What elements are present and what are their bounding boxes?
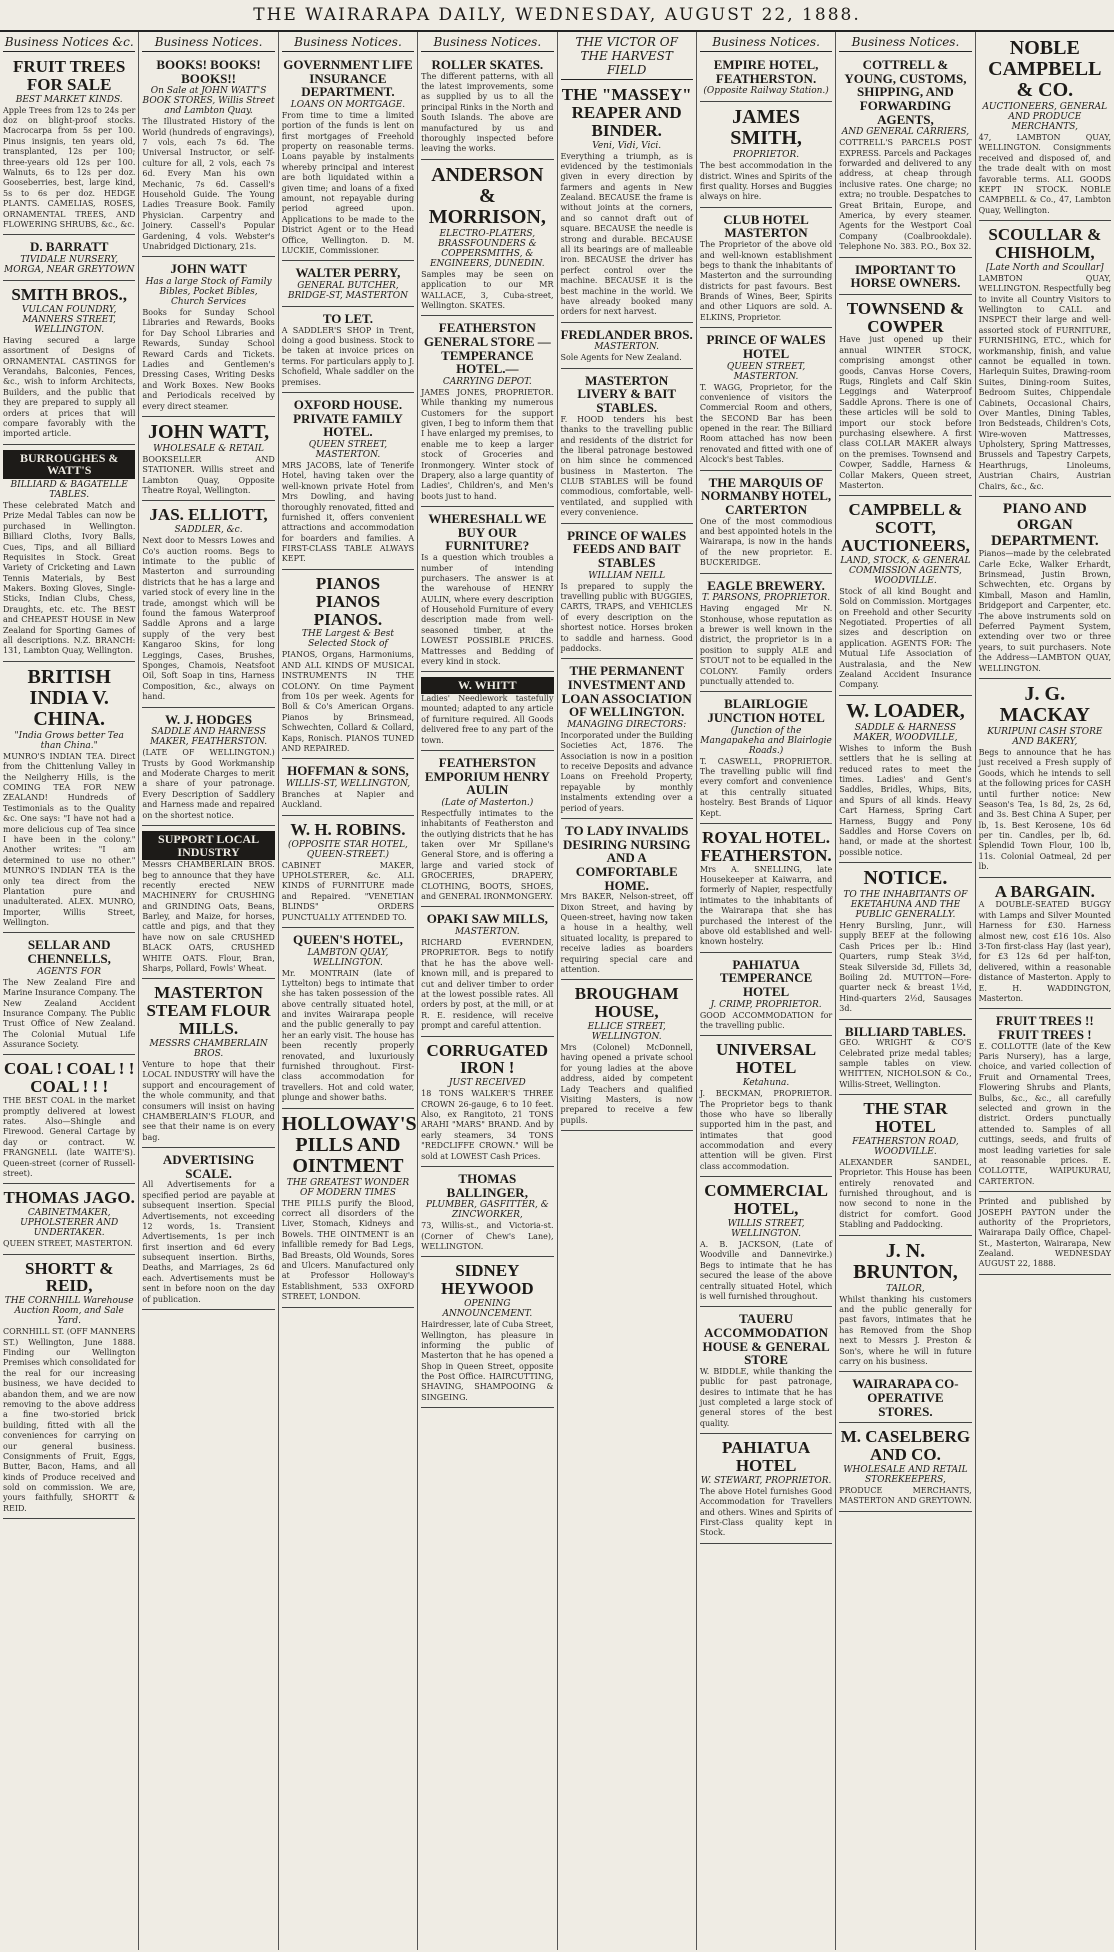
advertisement: [979, 35, 1111, 221]
ad-headline: FEATHERSTON GENERAL STORE —TEMPERANCE HOTEL.—: [423, 320, 551, 377]
ad-body: All Advertisements for a specified period are payable at subsequent insertion. Special Advertisements, not exceeding 12 words, 1s. Transient Advertisements, 1s per inch first insertion and 6d every subsequent insertion. Births, Deaths, and Marriages, 2s 6d each. Advertisements must be sent in before noon on the day of publication.: [142, 1180, 275, 1304]
ad-headline: PIANO AND ORGAN DEPARTMENT.: [990, 501, 1099, 549]
section-heading: Business Notices.: [700, 35, 832, 52]
ad-headline: JAMES SMITH,: [730, 106, 802, 150]
columns-container: [0, 32, 1114, 1950]
advertisement: [421, 1039, 553, 1167]
ad-headline: W. WHITT: [421, 677, 553, 694]
ad-subheading: AGENTS FOR: [37, 966, 101, 977]
ad-headline: W. H. ROBINS.: [290, 819, 406, 839]
advertisement: [3, 237, 135, 281]
ad-body: 73, Willis-st., and Victoria-st. (Corner of Chew's Lane), WELLINGTON.: [421, 1221, 554, 1252]
ad-subheading: SADDLE AND HARNESS MAKER, FEATHERSTON.: [149, 727, 268, 748]
ad-body: Everything a triumph, as is evidenced by the testimonials given in every direction by farmers and agents in New Zealand. BECAUSE the frame is without joints at the corners, and so cannot draft out of square. BECAUSE the needle is strong and durable. BECAUSE all its bearings are of malleable iron. BECAUSE the driver has perfect control over the machine. BECAUSE it is the best machine in the world. We have already booked many orders for next harvest.: [560, 151, 693, 317]
ad-headline: COTTRELL & YOUNG, CUSTOMS, SHIPPING, AND FORWARDING AGENTS,: [844, 57, 967, 127]
advertisement: [561, 83, 693, 323]
ad-body: JAMES JONES, PROPRIETOR. While thanking my numerous Customers for the support given, I beg to inform them that I have enlarged my premises, to enable me to keep a larger stock of Groceries and Ironmongery. Winter stock of Drapery, also a large quantity of Ladies', Children's, and Men's boots just to hand.: [421, 387, 554, 501]
ad-body: J. BECKMAN, PROPRIETOR. The Proprietor begs to thank those who have so liberally supported him in the past, and intimates that good accommodation and every attention will be given. First class accommodation.: [699, 1089, 833, 1171]
ad-body: Respectfully intimates to the inhabitants of Featherston and the outlying districts that he has taken over Mr Spillane's General Store, and is offering a large and varied stock of GROCERIES, DRAPERY, CLOTHING, BOOTS, SHOES, and GENERAL IRONMONGERY.: [421, 808, 554, 901]
ad-body: Incorporated under the Building Societies Act, 1876. The Association is now in a position to receive Deposits and advance Loans on Freehold Property, repayable by monthly instalments extending over a period of years.: [560, 730, 693, 813]
ad-headline: ANDERSON & MORRISON,: [428, 163, 546, 228]
ad-headline: FRUIT TREES FOR SALE: [13, 57, 126, 94]
advertisement: [3, 55, 135, 235]
ad-body: Mrs A. SNELLING, late Housekeeper at Kaiwarra, and formerly of Napier, respectfully intimates to the inhabitants of the Wairarapa that she has purchased the interest of the above old established and well-known hostelry.: [699, 864, 833, 947]
ad-headline: TAUERU ACCOMMODATION HOUSE & GENERAL STORE: [702, 1311, 830, 1368]
ad-body: LAMBTON QUAY, WELLINGTON. Respectfully beg to invite all Country Visitors to Wellington to CALL and INSPECT their large and well-assorted stock of FURNITURE, FURNISHING, ETC., which for workmanship, finish, and value cannot be equalled in town. Harlequin Suites, Drawing-room Suites, Dining-room Suites, Bedroom Suites, Chippendale Cabinets, Occasional Chairs, Over Mantles, Dining Tables, Iron Bedsteads, Children's Cots, Wire-woven Mattresses, Upholstery, Spring Mattresses, Brussels and Tapestry Carpets, Hearthrugs, Linoleums, Austrian Chairs, Austrian Chairs, &c., &c.: [978, 273, 1112, 491]
ad-headline: BROUGHAM HOUSE,: [574, 984, 679, 1022]
ad-headline: CAMPBELL & SCOTT, AUCTIONEERS,: [840, 500, 970, 556]
ad-headline: TO LADY INVALIDS DESIRING NURSING AND A COMFORTABLE HOME.: [562, 822, 691, 893]
ad-headline: COAL ! COAL ! ! COAL ! ! !: [4, 1059, 135, 1097]
advertisement: [421, 162, 553, 317]
advertisement: [561, 661, 693, 819]
ad-body: F. HOOD tenders his best thanks to the travelling public and residents of the district for the liberal patronage bestowed on him since he commenced business in Masterton. The CLUB STABLES will be found commodious, comfortable, well-ventilated, and supplied with every convenience.: [560, 414, 693, 518]
advertisement: [839, 1022, 971, 1096]
ad-headline: JOHN WATT: [170, 261, 247, 277]
section-heading: Business Notices.: [421, 35, 553, 52]
ad-body: COTTRELL'S PARCELS POST EXPRESS. Parcels and Packages forwarded and delivered to any address, at cheap through inclusive rates. One charge; no extra; no trouble. Despatches to Great Britain, Europe, and America, by every steamer. Agents for the Westport Coal Company (Coalbrookdale). Telephone No. 383. P.O., Box 32.: [839, 138, 972, 252]
advertisement: [700, 1309, 832, 1434]
ad-subheading: THE CORNHILL Warehouse Auction Room, and Sale Yard.: [4, 1296, 134, 1327]
advertisement: [979, 499, 1111, 679]
ad-headline: FEATHERSTON EMPORIUM HENRY AULIN: [424, 754, 550, 798]
column-5: [558, 32, 697, 1950]
ad-headline: SELLAR AND CHENNELLS,: [27, 937, 111, 967]
advertisement: [282, 309, 414, 393]
ad-subheading: OPENING ANNOUNCEMENT.: [442, 1299, 533, 1320]
ad-body: Next door to Messrs Lowes and Co's auction rooms. Begs to intimate to the public of Masterton and surrounding districts that he has a large and varied stock of every line in the trade, amongst which will be found the famous Waterproof Saddle Aprons and a large supply of the very best Kangaroo Skins, for long Leggings, Cases, Brushes, Sponges, Chamois, Neatsfoot Oil, Soft Soap in tins, Harness Composition, &c., always on hand.: [142, 536, 275, 702]
ad-body: Have just opened up their annual WINTER STOCK, comprising amongst other goods, Canvas Horse Covers, Rugs, Ringlets and Calf Skin Leggings and Waterproof Saddle Aprons. There is one of these articles will be sold to import our stock before purchasing elsewhere. A first class COLLAR MAKER always on the premises. Townsend and Cowper, Saddle, Harness & Collar Makers, Queen street, Masterton.: [839, 335, 972, 490]
ad-body: 47, LAMBTON QUAY, WELLINGTON. Consignments received and disposed of, and the trade dealt with on most favorable terms. ALL GOODS KEPT IN STOCK. NOBLE CAMPBELL & Co., 47, Lambton Quay, Wellington.: [978, 133, 1111, 215]
ad-body: BOOKSELLER AND STATIONER. Willis street and Lambton Quay, Opposite Theatre Royal, Wellington.: [142, 454, 275, 496]
section-heading: Business Notices.: [282, 35, 414, 52]
ad-subheading: Veni, Vidi, Vici.: [592, 140, 662, 151]
ad-body: The different patterns, with all the latest improvements, some as supplied by us to all the principal Rinks in the North and South Islands. The above are manufactured by us and thoroughly inspected before leaving the works.: [421, 71, 554, 154]
advertisement: [421, 55, 553, 160]
ad-body: Is prepared to supply the travelling public with BUGGIES, CARTS, TRAPS, and VEHICLES of every description on the shortest notice. Horses broken to saddle and harness. Good paddocks.: [560, 581, 693, 653]
advertisement: [700, 955, 832, 1037]
ad-headline: SMITH BROS.,: [11, 285, 128, 305]
advertisement: [700, 330, 832, 470]
ad-headline: ROLLER SKATES.: [431, 57, 544, 72]
ad-headline: TO LET.: [322, 311, 373, 327]
advertisement: [700, 576, 832, 693]
ad-headline: QUEEN'S HOTEL,: [293, 931, 403, 947]
ad-headline: MASTERTON LIVERY & BAIT STABLES.: [577, 372, 677, 416]
ad-body: Books for Sunday School Libraries and Rewards, Books for Day School Libraries and Rewards, Sunday School Reward Cards and Tickets. Ladies and Gentlemen's Dressing Cases, Writing Desks and Work Boxes. New Books and Periodicals received by every direct steamer.: [142, 308, 275, 411]
ad-subheading: TIVIDALE NURSERY, MORGA, NEAR GREYTOWN: [4, 255, 135, 276]
advertisement: [979, 681, 1111, 878]
ad-subheading: ELLICE STREET, WELLINGTON.: [587, 1022, 666, 1042]
ad-subheading: GENERAL BUTCHER, BRIDGE-ST, MASTERTON: [287, 281, 408, 302]
advertisement: [700, 1179, 832, 1307]
advertisement: [3, 1057, 135, 1184]
ad-headline: NOTICE.: [863, 867, 948, 890]
ad-subheading: SADDLER, &c.: [174, 525, 243, 536]
advertisement: [3, 283, 135, 445]
advertisement: [839, 55, 971, 258]
ad-subheading: MASTERTON.: [594, 342, 659, 353]
ad-subheading: QUEEN STREET, MASTERTON.: [308, 439, 388, 460]
advertisement: [700, 210, 832, 328]
ad-headline: SIDNEY HEYWOOD: [441, 1261, 534, 1299]
ad-headline: PRINCE OF WALES FEEDS AND BAIT STABLES: [567, 527, 687, 570]
ad-subheading: MESSRS CHAMBERLAIN BROS.: [149, 1038, 268, 1059]
ad-headline: THE "MASSEY" REAPER AND BINDER.: [561, 85, 692, 140]
ad-subheading: Ketahuna.: [742, 1078, 790, 1089]
ad-body: ALEXANDER SANDEL, Proprietor. This House has been entirely renovated and furnished throughout, and is now second to none in the district for comfort. Good Stabling and Paddocking.: [839, 1157, 972, 1230]
ad-subheading: LAND, STOCK, & GENERAL COMMISSION AGENTS, WOODVILLE.: [840, 555, 971, 586]
advertisement: [282, 395, 414, 570]
ad-subheading: J. CRIMP, PROPRIETOR.: [710, 999, 822, 1010]
column-4: [418, 32, 557, 1950]
column-6: [697, 32, 836, 1950]
ad-subheading: AUCTIONEERS, GENERAL AND PRODUCE MERCHANTS,: [982, 102, 1108, 132]
ad-subheading: JUST RECEIVED: [448, 1078, 526, 1089]
ad-subheading: FEATHERSTON ROAD, WOODVILLE.: [852, 1136, 959, 1157]
ad-subheading: LOANS ON MORTGAGE.: [290, 99, 406, 110]
ad-body: Hairdresser, late of Cuba Street, Wellington, has pleasure in informing the public of Masterton that he has opened a Shop in Queen Street, opposite the Post Office. HAIRCUTTING, SHAVING, SHAMPOOING & SINGEING.: [421, 1320, 554, 1402]
ad-body: Mrs (Colonel) McDonnell, having opened a private school for young ladies at the above address, aided by competent Lady Teachers and qualified Visiting Masters, is now prepared to receive a few pupils.: [560, 1043, 693, 1125]
ad-subheading: CARRYING DEPOT.: [442, 376, 532, 387]
ad-subheading: Has a large Stock of Family Bibles, Pocket Bibles, Church Services: [145, 277, 272, 307]
ad-subheading: MANAGING DIRECTORS:: [567, 719, 687, 730]
ad-headline: TOWNSEND & COWPER: [846, 298, 965, 336]
ad-subheading: (Late of Masterton.): [441, 797, 534, 808]
ad-headline: BURROUGHES & WATT'S: [3, 450, 135, 479]
advertisement: [142, 1150, 274, 1310]
ad-headline: MASTERTON STEAM FLOUR MILLS.: [146, 983, 271, 1039]
ad-body: Is a question which troubles a number of intending purchasers. The answer is at the warehouse of HENRY AULIN, where every description of Household Furniture of every description made from well-seasoned timber, at the LOWEST POSSIBLE PRICES. Mattresses and Bedding of every kind in stock.: [421, 553, 554, 667]
ad-headline: PAHIATUA TEMPERANCE HOTEL: [719, 956, 813, 1000]
ad-headline: WAIRARAPA CO-OPERATIVE STORES.: [852, 1376, 959, 1419]
ad-headline: A BARGAIN.: [994, 881, 1095, 901]
ad-headline: OPAKI SAW MILLS,: [426, 911, 548, 927]
ad-headline: EMPIRE HOTEL, FEATHERSTON.: [713, 57, 819, 86]
ad-subheading: (OPPOSITE STAR HOTEL, QUEEN-STREET.): [287, 839, 408, 860]
ad-headline: SCOULLAR & CHISHOLM,: [988, 225, 1102, 262]
ad-body: RICHARD EVERNDEN, PROPRIETOR. Begs to notify that he has the above well-known mill, and is prepared to cut and deliver timber to order at the lowest possible rates. All orders by post, at the mill, or at R. E. residence, will receive prompt and careful attention.: [421, 938, 554, 1031]
ad-subheading: PROPRIETOR.: [732, 150, 800, 161]
advertisement: [839, 1374, 971, 1423]
ad-subheading: BILLIARD & BAGATELLE TABLES.: [10, 479, 128, 500]
ad-headline: THE MARQUIS OF NORMANBY HOTEL, CARTERTON: [700, 474, 832, 517]
advertisement: [839, 297, 971, 497]
ad-body: A. B. JACKSON, (Late of Woodville and Dannevirke.) Begs to intimate that he has secured the lease of the above centrally situated Hotel, which is well furnished throughout.: [699, 1239, 833, 1301]
section-heading: Business Notices &c.: [3, 35, 135, 52]
ad-body: PRODUCE MERCHANTS, MASTERTON AND GREYTOWN.: [839, 1485, 972, 1506]
ad-body: MRS JACOBS, late of Tenerife Hotel, having taken over the well-known private Hotel from Mrs Dowling, and having thoroughly renovated, fitted and furnished it, offers convenient attractions and accommodation for boarders and families. A FIRST-CLASS TABLE ALWAYS KEPT.: [281, 460, 415, 564]
ad-body: Samples may be seen on application to our MR WALLACE, 3, Cuba-street, Wellington. SKATES.: [421, 269, 554, 310]
ad-body: Begs to announce that he has just received a Fresh supply of Goods, which he intends to sell at the following prices for CASH until further notice: New Season's Tea, 1s 8d, 2s, 2s 6d, and 3s. Best China A Super, per lb, 1s. Best Kerosene, 10s 6d per tin. Candles, per lb, 6d. Splendid Town Flour, 100 lb, 11s. Colonial Oatmeal, 2d per lb.: [978, 747, 1111, 872]
ad-body: Having secured a large assortment of Designs of ORNAMENTAL CASTINGS for Verandahs, Balconies, Fences, &c., wish to inform Architects, Builders, and the public that they are prepared to supply all orders at prices that will compare favorably with the imported article.: [3, 335, 136, 439]
ad-headline: FREDLANDER BROS.: [560, 326, 693, 342]
ad-body: T. WAGG, Proprietor, for the convenience of visitors the Commercial Room and others, the SECOND Bar has been opened in the rear. The Billiard Room attached has now been renovated and fitted with one of Alcock's best Tables.: [699, 382, 833, 465]
ad-headline: WALTER PERRY,: [295, 265, 401, 281]
ad-body: W. BIDDLE, while thanking the public for past patronage, desires to intimate that he has just completed a large stock of general stores of the best quality.: [699, 1366, 833, 1428]
ad-headline: OXFORD HOUSE. PRIVATE FAMILY HOTEL.: [293, 397, 403, 440]
ad-headline: UNIVERSAL HOTEL: [715, 1040, 817, 1078]
ad-subheading: [Late North and Scoullar]: [985, 262, 1104, 273]
ad-headline: CLUB HOTEL MASTERTON: [723, 211, 809, 241]
ad-subheading: TAILOR,: [886, 1283, 925, 1294]
ad-subheading: (Opposite Railway Station.): [703, 86, 829, 97]
ad-body: A DOUBLE-SEATED BUGGY with Lamps and Silver Mounted Harness for £30. Harness almost new, cost £16 10s. Also 3-Ton first-class Hay (last year), for £3 12s 6d per half-ton, delivered, within a reasonable distance of Masterton. Apply to E. H. WADDINGTON, Masterton.: [978, 900, 1111, 1003]
ad-subheading: WILLIS STREET, WELLINGTON.: [727, 1218, 805, 1239]
advertisement: [979, 880, 1111, 1010]
ad-body: T. CASWELL, PROPRIETOR. The travelling public will find every comfort and convenience at this centrally situated hostelry. Best Brands of Liquor Kept.: [699, 756, 833, 818]
ad-headline: THOMAS JAGO.: [3, 1188, 135, 1208]
ad-body: Pianos—made by the celebrated Carle Ecke, Walker Erhardt, Brinsmead, Justin Brown, Schwechten, etc. Organs by Kimball, Mason and Hamlin, Bridgeport and Carpenter, etc. The above instruments sold on Deferred Payment System, extending over two or three years, to suit purchasers. Note the Address—LAMBTON QUAY, WELLINGTON.: [978, 549, 1111, 673]
ad-headline: SHORTT & REID,: [25, 1258, 114, 1296]
ad-body: The Proprietor of the above old and well-known establishment begs to thank the inhabitants of Masterton and the surrounding districts for past favours. Best Brands of Wines, Beer, Spirits and other Liquors are sold. A. ELKINS, Proprietor.: [699, 240, 833, 322]
ad-body: Ladies' Needlework tastefully mounted; adapted to any article of furniture required. All Goods delivered free to any part of the town.: [421, 694, 554, 745]
advertisement: [839, 260, 971, 295]
section-heading: Business Notices.: [142, 35, 274, 52]
ad-headline: NOBLE CAMPBELL & CO.: [988, 37, 1102, 101]
section-heading: Business Notices.: [839, 35, 971, 52]
advertisement: [3, 447, 135, 662]
ad-headline: D. BARRATT: [29, 239, 109, 255]
ad-subheading: WILLIAM NEILL: [588, 570, 666, 581]
ad-body: CABINET MAKER, UPHOLSTERER, &c. ALL KINDS of FURNITURE made and Repaired. "VENETIAN BLINDS" ORDERS PUNCTUALLY ATTENDED TO.: [281, 860, 415, 922]
advertisement: [421, 1259, 553, 1408]
ad-subheading: WHOLESALE & RETAIL: [153, 443, 264, 454]
advertisement: [700, 1436, 832, 1544]
ad-subheading: LAMBTON QUAY, WELLINGTON.: [307, 947, 389, 968]
ad-body: These celebrated Match and Prize Medal Tables can now be purchased in Wellington. Billiard Cloths, Ivory Balls, Cues, Tips, and all Billiard Requisites in Stock. Great Variety of Cricketing and Lawn Tennis Materials, by Best Makers. Boxing Gloves, Single-Sticks, Indian Clubs, Chess, Draughts, etc. etc. The BEST and CHEAPEST HOUSE in New Zealand for Sporting Games of all descriptions. N.Z. BRANCH: 131, Lambton Quay, Wellington.: [3, 500, 136, 656]
advertisement: [142, 828, 274, 979]
ad-subheading: PLUMBER, GASFITTER, & ZINCWORKER,: [425, 1200, 549, 1221]
ad-subheading: ELECTRO-PLATERS, BRASSFOUNDERS & COPPERSMITHS, & ENGINEERS, DUNEDIN.: [429, 228, 545, 269]
advertisement: [979, 1194, 1111, 1275]
advertisement: [561, 982, 693, 1131]
ad-subheading: THE GREATEST WONDER OF MODERN TIMES: [286, 1177, 410, 1198]
advertisement: [421, 509, 553, 672]
ad-headline: SUPPORT LOCAL INDUSTRY: [142, 831, 274, 860]
ad-subheading: W. STEWART, PROPRIETOR.: [700, 1475, 832, 1486]
advertisement: [281, 1111, 417, 1308]
ad-body: Venture to hope that their LOCAL INDUSTRY will have the support and encouragement of the whole community, and that consumers will insist on having CHAMBERLAIN'S FLOUR, and see that their name is on every bag.: [142, 1059, 275, 1142]
advertisement: [282, 930, 414, 1109]
ad-headline: WHERESHALL WE BUY OUR FURNITURE?: [428, 511, 547, 554]
advertisement: [979, 1011, 1111, 1192]
ad-body: Henry Bursling, Junr., will supply BEEF at the following Cash Prices per lb.: Hind Quarters, rump Steak 3½d, Steak Silverside 3d, Fillets 3d, Boiling 2d. MUTTON—Fore-quarter neck & breast 1½d, Hind-quarters 2½d, Sausages 3d.: [839, 921, 972, 1014]
ad-subheading: QUEEN STREET, MASTERTON.: [726, 361, 806, 382]
ad-body: Stock of all kind Bought and Sold on Commission. Mortgages on Freehold and other Security Negotiated. Properties of all sizes and description on application. AGENTS FOR: The Mutual Life Association of Australasia, and the New Zealand Accident Insurance Company.: [839, 586, 972, 690]
advertisement: [839, 865, 971, 1020]
ad-headline: M. CASELBERG AND CO.: [840, 1427, 971, 1465]
ad-headline: CORRUGATED IRON !: [426, 1040, 549, 1078]
ad-subheading: AND GENERAL CARRIERS,: [841, 127, 970, 138]
ad-headline: HOLLOWAY'S PILLS AND OINTMENT: [281, 1112, 417, 1177]
advertisement: [3, 1186, 135, 1254]
ad-headline: HOFFMAN & SONS,: [287, 763, 409, 779]
masthead: THE WAIRARAPA DAILY, WEDNESDAY, AUGUST 22, 1888.: [0, 0, 1114, 32]
advertisement: [979, 223, 1111, 497]
ad-body: One of the most commodious and best appointed hotels in the Wairarapa, is now in the hands of the new proprietor. E. BUCKERIDGE.: [699, 516, 833, 568]
ad-body: The best accommodation in the district. Wines and Spirits of the first quality. Horses and Buggies always on hire.: [699, 161, 833, 202]
advertisement: [282, 818, 414, 928]
ad-body: Whilst thanking his customers and the public generally for past favors, intimates that he has Removed from the Shop next to Messrs J. Preston & Son's, where he will in future carry on his business.: [839, 1294, 972, 1366]
advertisement: [700, 104, 832, 208]
ad-headline: W. LOADER,: [846, 699, 965, 722]
advertisement: [142, 981, 274, 1148]
advertisement: [700, 826, 832, 953]
ad-headline: THE STAR HOTEL: [863, 1099, 948, 1137]
ad-subheading: On Sale at JOHN WATT'S BOOK STORES, Willis Street and Lambton Quay.: [142, 86, 275, 117]
ad-headline: COMMERCIAL HOTEL,: [704, 1181, 828, 1219]
ad-headline: PRINCE OF WALES HOTEL: [706, 332, 826, 361]
column-7: [836, 32, 975, 1950]
advertisement: [142, 419, 274, 502]
ad-body: Branches at Napier and Auckland.: [281, 789, 415, 810]
advertisement: [142, 55, 274, 257]
ad-headline: J. G. MACKAY: [999, 682, 1090, 726]
ad-subheading: VULCAN FOUNDRY, MANNERS STREET, WELLINGTON.: [21, 304, 117, 335]
advertisement: [3, 935, 135, 1055]
ad-headline: ADVERTISING SCALE.: [162, 1152, 255, 1181]
ad-body: From time to time a limited portion of the funds is lent on first mortgages of Freehold property on reasonable terms. Loans payable by instalments whereby principal and interest are both liquidated within a given time; and loans of a fixed amount, not repayable during period agreed upon. Applications to be made to the District Agent or to the Head Office, Wellington. D. M. LUCKIE, Commissioner.: [281, 110, 415, 255]
ad-subheading: BEST MARKET KINDS.: [15, 94, 123, 105]
ad-subheading: MASTERTON.: [455, 927, 520, 938]
ad-body: Having engaged Mr N. Stonhouse, whose reputation as a brewer is well known in the district, the proprietor is in a position to supply ALE and STOUT not to be equalled in the COLONY. Family orders punctually attended to.: [699, 604, 833, 686]
ad-headline: J. N. BRUNTON,: [853, 1239, 958, 1283]
ad-headline: THE PERMANENT INVESTMENT AND LOAN ASSOCIATION OF WELLINGTON.: [561, 663, 692, 720]
column-2: [139, 32, 278, 1950]
advertisement: [839, 1097, 971, 1235]
ad-subheading: WHOLESALE AND RETAIL STOREKEEPERS,: [843, 1464, 968, 1485]
ad-body: Apple Trees from 12s to 24s per doz on blight-proof stocks. Macrocarpa from 5s per 100. Pinus insignis, ten years old, transplanted, 12s per 100; three-years old 12s per 100. Walnuts, 6s to 12s per doz. Gooseberries, best, large kind, 5s to 6s per doz. HEDGE PLANTS. CAMELIAS, ROSES, ORNAMENTAL TREES, AND FLOWERING SHRUBS, &c., &c.: [3, 105, 136, 229]
advertisement: [561, 371, 693, 524]
ad-body: Sole Agents for New Zealand.: [560, 353, 682, 363]
ad-subheading: "India Grows better Tea than China.": [14, 730, 124, 751]
ad-headline: IMPORTANT TO HORSE OWNERS.: [850, 261, 961, 291]
ad-body: THE BEST COAL in the market promptly delivered at lowest rates. Also—Shingle and Firewood. General Cartage by day or contract. W. FRANGNELL (late WAITE'S). Queen-street (corner of Russell-street).: [3, 1096, 136, 1178]
column-1: [0, 32, 139, 1950]
ad-subheading: T. PARSONS, PROPRIETOR.: [702, 593, 831, 604]
ad-headline: PAHIATUA HOTEL: [721, 1438, 811, 1476]
ad-subheading: TO THE INHABITANTS OF EKETAHUNA AND THE PUBLIC GENERALLY.: [843, 890, 968, 921]
ad-body: 18 TONS WALKER'S THREE CROWN 26-gauge, 6 to 10 feet. Also, ex Rangitoto, 21 TONS ARAHI "MARS" BRAND. And by early steamers, 34 TONS "REDCLIFFE CROWN." Will be sold at LOWEST Cash Prices.: [421, 1089, 554, 1161]
ad-body: The above Hotel furnishes Good Accommodation for Travellers and others. Wines and Spirits of First-Class quality kept in Stock.: [699, 1486, 833, 1538]
ad-headline: THOMAS BALLINGER,: [446, 1170, 528, 1200]
ad-headline: BRITISH INDIA V. CHINA.: [27, 665, 111, 730]
advertisement: [142, 503, 274, 707]
ad-subheading: WILLIS-ST, WELLINGTON,: [285, 778, 411, 789]
ad-subheading: (Junction of the Mangapakeha and Blairlogie Roads.): [700, 725, 832, 756]
advertisement: [561, 325, 693, 369]
advertisement: [3, 664, 135, 934]
advertisement: [421, 318, 553, 507]
advertisement: [700, 1038, 832, 1177]
advertisement: [142, 259, 274, 417]
advertisement: [282, 761, 414, 815]
column-3: [279, 32, 418, 1950]
ad-headline: BOOKS! BOOKS! BOOKS!!: [156, 57, 261, 86]
advertisement: [421, 1169, 553, 1257]
advertisement: [700, 694, 832, 824]
ad-body: CORNHILL ST. (OFF MANNERS ST.) Wellington, June 1888. Finding our Wellington Premises which consolidated for the real for our increasing business, we have decided to abandon them, and we are now removing to the above address a fine two-storied brick building, fitted with all the conveniences for carrying on our general business. Consignments of Fruit, Eggs, Butter, Bacon, Hams, and all kinds of Produce received and sold on commission. We are, yours faithfully, SHORTT & REID.: [3, 1327, 136, 1513]
advertisement: [700, 55, 832, 102]
ad-subheading: KURIPUNI CASH STORE AND BAKERY,: [987, 726, 1103, 747]
advertisement: [282, 263, 414, 307]
ad-subheading: THE Largest & Best Selected Stock of: [301, 629, 395, 650]
ad-body: THE PILLS purify the Blood, correct all disorders of the Liver, Stomach, Kidneys and Bowels. THE OINTMENT is an infallible remedy for Bad Legs, Bad Breasts, Old Wounds, Sores and Ulcers. Manufactured only at Professor Holloway's Establishment, 533 OXFORD STREET, LONDON.: [281, 1198, 415, 1302]
advertisement: [3, 1257, 135, 1520]
ad-body: GOOD ACCOMMODATION for the travelling public.: [699, 1010, 833, 1031]
advertisement: [839, 498, 971, 695]
ad-body: Wishes to inform the Bush settlers that he is selling at reduced rates to meet the times. Ladies' and Gent's Saddles, Bridles, Whips, Bits, and Spurs of all kinds. Heavy Cart Harness, Spring Cart Harness, Buggy and Pony Saddles and Horse Covers on hand, or made at the shortest possible notice.: [839, 743, 972, 857]
ad-headline: JAS. ELLIOTT,: [149, 505, 268, 525]
ad-subheading: CABINETMAKER, UPHOLSTERER AND UNDERTAKER.: [20, 1208, 119, 1239]
ad-body: E. COLLOTTE (late of the Kew Paris Nursery), has a large, choice, and varied collection of Fruit and Ornamental Trees, Flowering Shrubs and Plants, Bulbs, &c., &c., all carefully selected and grown in the district. Orders punctually attended to. Samples of all cuttings, seeds, and fruits of most leading varieties for sale at reasonable prices. E. COLLOTTE, WAIPUKURAU, CARTERTON.: [978, 1041, 1111, 1186]
advertisement: [282, 572, 414, 759]
ad-body: The Illustrated History of the World (hundreds of engravings), 7 vols, each 7s 6d. The Universal Instructor, or self-culture for all, 2 vols, each 7s 6d. Every Man his own Mechanic, 7s 6d. Cassell's Household Guide. The Young Ladies Treasure Book. Family Physician. Carpentry and Joinery. Cassell's Popular Gardening, 4 vols. Webster's Unabridged Dictionary, 21s.: [142, 117, 275, 251]
ad-headline: BILLIARD TABLES.: [844, 1023, 966, 1039]
ad-body: Mrs BAKER, Nelson-street, off Dixon Street, and having by Queen-street, having now taken a house in a healthy, well situated locality, is prepared to receive ladies as boarders requiring special care and attention.: [560, 892, 693, 974]
ad-body: MUNRO'S INDIAN TEA. Direct from the Chittenlung Valley in the Neilgherry Hills, is the COMING TEA FOR NEW ZEALAND! Hundreds of Testimonials as to the Quality &c. One says: "I have not had a more delicious cup of Tea since I have been in the colony." Another writes: "I am determined to use no other." MUNRO'S INDIAN TEA is the only tea direct from the Plantation pure and unadulterated. ALEX. MUNRO, Importer, Willis Street, Wellington.: [3, 751, 136, 928]
advertisement: [839, 1238, 971, 1373]
ad-headline: EAGLE BREWERY.: [707, 577, 825, 593]
advertisement: [561, 526, 693, 660]
ad-subheading: SADDLE & HARNESS MAKER, WOODVILLE,: [853, 722, 958, 743]
advertisement: [421, 909, 553, 1036]
advertisement: [421, 753, 553, 907]
advertisement: [561, 821, 693, 980]
section-heading: THE VICTOR OF THE HARVEST FIELD: [561, 35, 693, 80]
ad-body: PIANOS, Organs, Harmoniums, AND ALL KINDS OF MUSICAL INSTRUMENTS IN THE COLONY. On time Payment from 10s per week. Agents for Boll & Co's American Organs. Pianos by Brinsmead, Schwechten, Collard & Collard, Kaps, Ronisch. PIANOS TUNED AND REPAIRED.: [281, 650, 415, 753]
ad-headline: BLAIRLOGIE JUNCTION HOTEL: [707, 696, 825, 725]
ad-headline: JOHN WATT,: [147, 420, 270, 443]
advertisement: [282, 55, 414, 261]
ad-headline: W. J. HODGES: [165, 711, 253, 727]
advertisement: [839, 698, 971, 863]
ad-body: QUEEN STREET, MASTERTON.: [3, 1239, 133, 1249]
ad-body: Messrs CHAMBERLAIN BROS. beg to announce that they have recently erected NEW MACHINERY for CRUSHING and GRINDING Oats, Beans, Barley, and Maize, for horses, cattle and pigs, and that they have now on sale CRUSHED BLACK OATS, CRUSHED WHITE OATS. Flour, Bran, Sharps, Pollard, Fowls' Wheat.: [142, 860, 275, 974]
ad-body: The New Zealand Fire and Marine Insurance Company. The New Zealand Accident Insurance Company. The Public Trust Office of New Zealand. The Colonial Mutual Life Assurance Society.: [3, 977, 136, 1050]
advertisement: [421, 674, 553, 751]
ad-body: Mr. MONTRAIN (late of Lyttelton) begs to intimate that she has taken possession of the above centrally situated hotel, and invites Wairarapa people and the public generally to pay her an early visit. The house has been recently properly renovated, and luxuriously furnished throughout. First-class accommodation for travellers. Hot and cold water, plunge and shower baths.: [281, 968, 415, 1103]
ad-headline: PIANOS PIANOS PIANOS.: [313, 573, 383, 629]
ad-body: (LATE OF WELLINGTON.) Trusts by Good Workmanship and Moderate Charges to merit a share of your patronage. Every Description of Saddlery and Harness made and repaired on the shortest notice.: [142, 748, 275, 820]
ad-body: GEO. WRIGHT & CO'S Celebrated prize medal tables; sample tables on view. WHITTEN, NICHOLSON & Co., Willis-Street, Wellington.: [839, 1038, 972, 1089]
column-8: [976, 32, 1114, 1950]
ad-headline: GOVERNMENT LIFE INSURANCE DEPARTMENT.: [283, 57, 413, 100]
advertisement: [839, 1425, 971, 1511]
ad-headline: ROYAL HOTEL. FEATHERSTON.: [700, 827, 832, 865]
advertisement: [142, 710, 274, 826]
advertisement: [700, 473, 832, 574]
ad-headline: FRUIT TREES !! FRUIT TREES !: [995, 1013, 1094, 1043]
ad-body: A SADDLER'S SHOP in Trent, doing a good business. Stock to be taken at invoice prices on terms. For particulars apply to J. Schofield, Whale saddler on the premises.: [281, 325, 415, 387]
ad-body: Printed and published by JOSEPH PAYTON under the authority of the Proprietors, Wairarapa Daily Office, Chapel-St., Masterton, Wairarapa, New Zealand. WEDNESDAY AUGUST 22, 1888.: [978, 1197, 1111, 1269]
